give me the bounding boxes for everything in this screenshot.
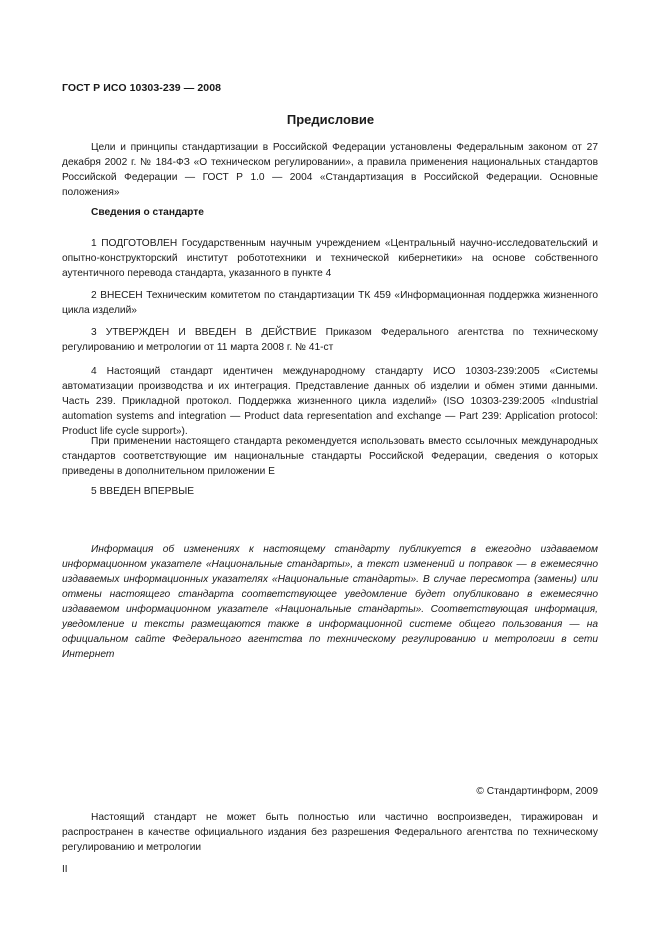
copyright-line: © Стандартинформ, 2009 [476, 786, 598, 797]
intro-paragraph: Цели и принципы стандартизации в Российской Федерации установлены Федеральным законом от 27 декабря 2002 г. № 184-ФЗ «О техническом регулировании», а правила применения национальных стандартов Российской Федерации — ГОСТ Р 1.0 — 2004 «Стандартизация в Российской Федерации. Основные положения» [62, 142, 598, 198]
page-number: II [62, 864, 68, 875]
page-title: Предисловие [286, 112, 375, 127]
item-1-paragraph: 1 ПОДГОТОВЛЕН Государственным научным учреждением «Центральный научно-исследовательский и опытно-конструкторский институт робототехники и технической кибернетики» на основе собственного аутентичного перевода стандарта, указанного в пункте 4 [62, 238, 598, 279]
item-5-text: 5 ВВЕДЕН ВПЕРВЫЕ [91, 486, 195, 497]
item-2-paragraph: 2 ВНЕСЕН Техническим комитетом по стандартизации ТК 459 «Информационная поддержка жизненного цикла изделий» [62, 290, 598, 316]
item-4-note-paragraph: При применении настоящего стандарта рекомендуется использовать вместо ссылочных международных стандартов соответствующие им национальные стандарты Российской Федерации, сведения о которых приведены в дополнительном приложении Е [62, 436, 598, 477]
rights-paragraph: Настоящий стандарт не может быть полностью или частично воспроизведен, тиражирован и распространен в качестве официального издания без разрешения Федерального агентства по техническому регулированию и метрологии [62, 812, 598, 853]
notice-paragraph: Информация об изменениях к настоящему стандарту публикуется в ежегодно издаваемом информационном указателе «Национальные стандарты», а текст изменений и поправок — в ежемесячно издаваемых информационных указателях «Национальные стандарты». В случае пересмотра (замены) или отмены настоящего стандарта соответствующее уведомление будет опубликовано в ежемесячно издаваемом информационном указателе «Национальные стандарты». Соответствующая информация, уведомление и тексты размещаются также в информационной системе общего пользования — на официальном сайте Федерального агентства по техническому регулированию и метрологии в сети Интернет [62, 544, 598, 660]
item-4-paragraph: 4 Настоящий стандарт идентичен международному стандарту ИСО 10303-239:2005 «Системы автоматизации производства и их интеграция. Представление данных об изделии и обмен этими данными. Часть 239. Прикладной протокол. Поддержка жизненного цикла изделий» (ISO 10303-239:2005 «Industrial automation systems and integration — Product data representation and exchange — Part 239: Application protocol: Product life cycle support»). [62, 366, 598, 437]
section-title: Сведения о стандарте [91, 207, 204, 218]
item-3-paragraph: 3 УТВЕРЖДЕН И ВВЕДЕН В ДЕЙСТВИЕ Приказом Федерального агентства по техническому регулированию и метрологии от 11 марта 2008 г. № 41-ст [62, 327, 598, 353]
document-header: ГОСТ Р ИСО 10303-239 — 2008 [62, 82, 222, 94]
